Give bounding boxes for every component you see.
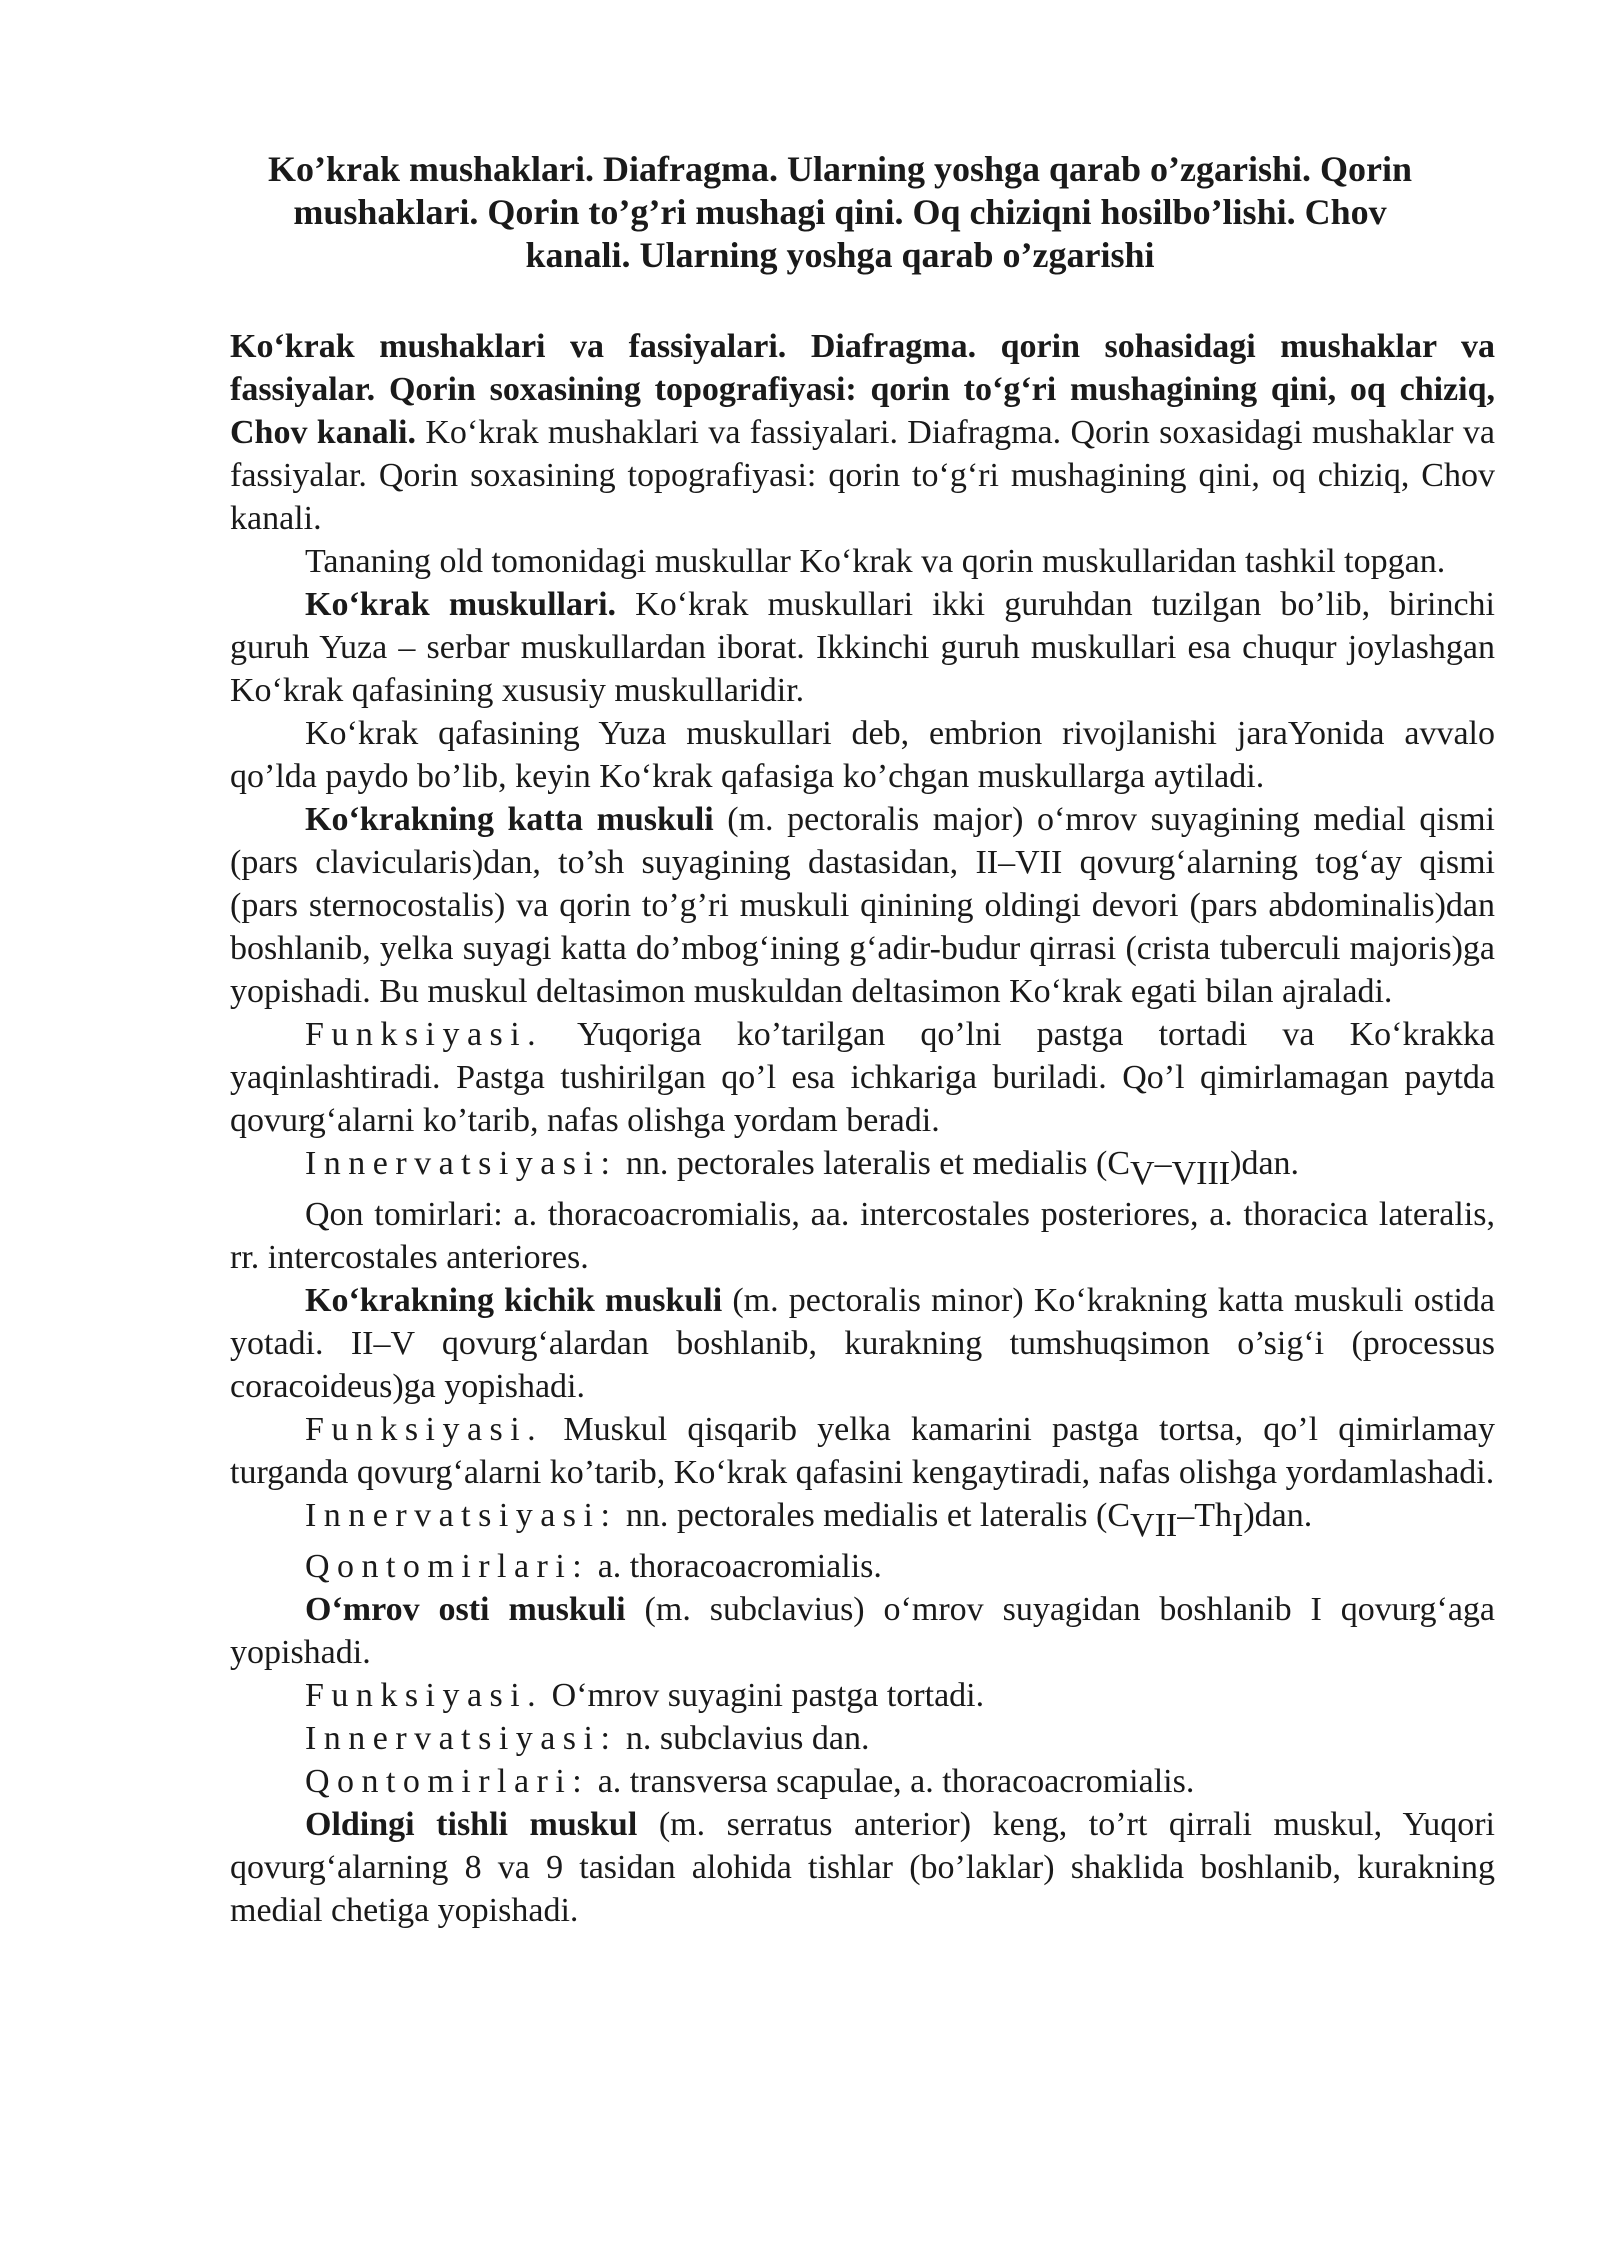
function-label: Funksiyasi. [305, 1016, 544, 1053]
paragraph-surface-muscles: Ko‘krak qafasining Yuza muskullari deb, embrion rivojlanishi jaraYonida avvalo qo’lda paydo bo’lib, keyin Ko‘krak qafasiga ko’chgan muskullarga aytiladi. [230, 715, 1495, 795]
subclavius-function [230, 1674, 1495, 1717]
document-body [230, 325, 1495, 1932]
pectoralis-minor-function [230, 1408, 1495, 1494]
function-label: Funksiyasi. [305, 1411, 544, 1448]
innervation-sub-start: V [1130, 1155, 1155, 1193]
innervation-label: Innervatsiyasi: [305, 1497, 618, 1534]
paragraph-chest-muscles [230, 583, 1495, 712]
pectoralis-minor-text: (m. pectoralis minor) Ko‘krakning katta muskuli ostida yotadi. II–V qovurg‘alardan boshlanib, kurakning tumshuqsimon o’sig‘i (processus coracoideus)ga yopishadi. [230, 1282, 1495, 1405]
subclavius-heading: O‘mrov osti muskuli [305, 1591, 626, 1628]
paragraph-pectoralis-minor [230, 1279, 1495, 1408]
innervation-dash: –Th [1177, 1497, 1233, 1534]
innervation-end: )dan. [1243, 1497, 1313, 1534]
paragraph-subclavius [230, 1588, 1495, 1674]
vessels-label: Qontomirlari: [305, 1548, 590, 1585]
chest-muscles-heading: Ko‘krak muskullari. [305, 586, 617, 623]
innervation-sub-end: VIII [1171, 1155, 1231, 1193]
vessels-text: a. thoracoacromialis. [589, 1548, 882, 1585]
pectoralis-minor-heading: Ko‘krakning kichik muskuli [305, 1282, 723, 1319]
subclavius-text: (m. subclavius) o‘mrov suyagidan boshlanib I qovurg‘aga yopishadi. [230, 1591, 1496, 1671]
paragraph-front-muscles: Tananing old tomonidagi muskullar Ko‘krak va qorin muskullaridan tashkil topgan. [305, 543, 1446, 580]
chest-muscles-text: Ko‘krak muskullari ikki guruhdan tuzilgan bo’lib, birinchi guruh Yuza – serbar muskullardan iborat. Ikkinchi guruh muskullari esa chuqur joylashgan Ko‘krak qafasining xususiy muskullaridir. [230, 586, 1495, 709]
innervation-label: Innervatsiyasi: [305, 1720, 618, 1757]
pectoralis-major-vessels: Qon tomirlari: a. thoracoacromialis, aa. intercostales posteriores, a. thoracica lateralis, rr. intercostales anteriores. [230, 1196, 1495, 1276]
pectoralis-minor-innervation [230, 1494, 1495, 1545]
innervation-sub-end: I [1232, 1507, 1244, 1545]
innervation-end: )dan. [1230, 1145, 1300, 1182]
intro-bold: Ko‘krak mushaklari va fassiyalari. Diafragma. qorin sohasidagi mushaklar va fassiyalar. Qorin soxasining topografiyasi: qorin to‘g‘ri mushagining qini, oq chiziq, Chov kanali. [230, 328, 1495, 451]
pectoralis-major-text: (m. pectoralis major) o‘mrov suyagining medial qismi (pars clavicularis)dan, to’sh suyagining dastasidan, II–VII qovurg‘alarning tog‘ay qismi (pars sternocostalis) va qorin to’g’ri muskuli qinining oldingi devori (pars abdominalis)dan boshlanib, yelka suyagi katta do’mbog‘ining g‘adir-budur qirrasi (crista tuberculi majoris)ga yopishadi. Bu muskul deltasimon muskuldan deltasimon Ko‘krak egati bilan ajraladi. [230, 801, 1495, 1010]
paragraph-pectoralis-major [230, 798, 1495, 1013]
function-label: Funksiyasi. [305, 1677, 544, 1714]
vessels-text: a. transversa scapulae, a. thoracoacromialis. [589, 1763, 1195, 1800]
function-text: Yuqoriga ko’tarilgan qo’lni pastga tortadi va Ko‘krakka yaqinlashtiradi. Pastga tushirilgan qo’l esa ichkariga buriladi. Qo’l qimirlamagan paytda qovurg‘alarni ko’tarib, nafas olishga yordam beradi. [230, 1016, 1495, 1139]
title-line-1: Ko’krak mushaklari. Diafragma. Ularning yoshga qarab o’zgarishi. Qorin [267, 149, 1413, 189]
title-line-3: kanali. Ularning yoshga qarab o’zgarishi [525, 235, 1155, 275]
innervation-dash: – [1154, 1145, 1172, 1182]
intro-paragraph [230, 325, 1495, 540]
title-line-2: mushaklari. Qorin to’g’ri mushagi qini. Oq chiziqni hosilbo’lishi. Chov [293, 192, 1387, 232]
function-text: Muskul qisqarib yelka kamarini pastga tortsa, qo’l qimirlamay turganda qovurg‘alarni ko’tarib, Ko‘krak qafasini kengaytiradi, nafas olishga yordamlashadi. [230, 1411, 1495, 1491]
innervation-text: nn. pectorales medialis et lateralis (C [617, 1497, 1131, 1534]
innervation-text: nn. pectorales lateralis et medialis (C [617, 1145, 1131, 1182]
subclavius-innervation [230, 1717, 1495, 1760]
paragraph-serratus-anterior [230, 1803, 1495, 1932]
document-title [240, 148, 1440, 277]
pectoralis-major-innervation [230, 1142, 1495, 1193]
subclavius-vessels [230, 1760, 1495, 1803]
pectoralis-major-heading: Ko‘krakning katta muskuli [305, 801, 714, 838]
innervation-text: n. subclavius dan. [617, 1720, 870, 1757]
innervation-sub-start: VII [1130, 1507, 1178, 1545]
intro-text: Ko‘krak mushaklari va fassiyalari. Diafragma. Qorin soxasidagi mushaklar va fassiyalar. Qorin soxasining topografiyasi: qorin to‘g‘ri mushagining qini, oq chiziq, Chov kanali. [230, 414, 1495, 537]
pectoralis-major-function [230, 1013, 1495, 1142]
serratus-heading: Oldingi tishli muskul [305, 1806, 638, 1843]
pectoralis-minor-vessels [230, 1545, 1495, 1588]
innervation-label: Innervatsiyasi: [305, 1145, 618, 1182]
vessels-label: Qontomirlari: [305, 1763, 590, 1800]
function-text: O‘mrov suyagini pastga tortadi. [543, 1677, 985, 1714]
serratus-text: (m. serratus anterior) keng, to’rt qirrali muskul, Yuqori qovurg‘alarning 8 va 9 tasidan alohida tishlar (bo’laklar) shaklida boshlanib, kurakning medial chetiga yopishadi. [230, 1806, 1495, 1929]
